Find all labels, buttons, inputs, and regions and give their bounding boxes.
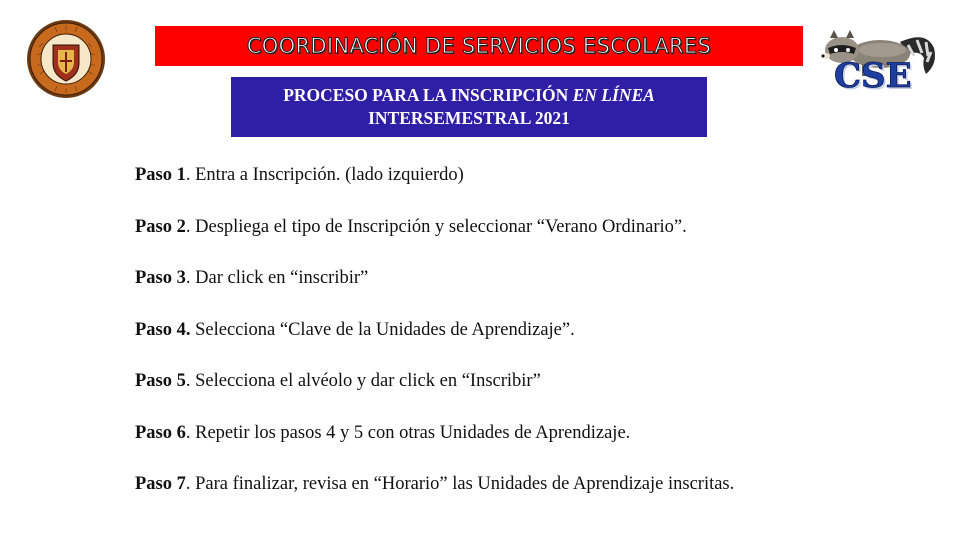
step-text: Selecciona el alvéolo y dar click en “Inscribir” (190, 371, 541, 391)
subtitle-line-2: INTERSEMESTRAL 2021 (368, 108, 570, 128)
step-item (135, 366, 935, 418)
step-sep: . (185, 474, 191, 494)
step-label: Paso 7 (135, 474, 186, 494)
step-item (135, 469, 935, 521)
step-label: Paso 3 (135, 268, 186, 288)
title-banner (155, 26, 803, 66)
step-text: Para finalizar, revisa en “Horario” las Unidades de Aprendizaje inscritas. (190, 474, 735, 494)
step-text: Dar click en “inscribir” (190, 268, 369, 288)
subtitle-box (231, 77, 707, 137)
step-item (135, 315, 935, 367)
step-label: Paso 5 (135, 371, 186, 391)
raccoon-cse-logo (818, 20, 940, 104)
step-text: Selecciona “Clave de la Unidades de Aprendizaje”. (190, 319, 575, 340)
step-text: Despliega el tipo de Inscripción y seleccionar “Verano Ordinario”. (190, 216, 687, 237)
university-seal-logo (25, 19, 107, 99)
subtitle-italic: EN LÍNEA (572, 85, 655, 105)
page-title: COORDINACIÓN DE SERVICIOS ESCOLARES (246, 34, 712, 58)
step-label: Paso 4. (135, 319, 191, 340)
step-item (135, 160, 935, 212)
step-label: Paso 1 (135, 165, 186, 185)
step-text: Entra a Inscripción. (lado izquierdo) (190, 165, 464, 185)
step-text: Repetir los pasos 4 y 5 con otras Unidades de Aprendizaje. (190, 422, 631, 443)
cse-logo-text: CSE (834, 56, 912, 96)
step-sep: . (185, 371, 191, 391)
step-sep: . (185, 216, 191, 237)
seal-icon (25, 19, 107, 99)
step-sep: . (185, 165, 191, 185)
subtitle-line-1 (231, 84, 707, 107)
step-sep: . (185, 268, 191, 288)
step-sep: . (185, 422, 191, 443)
steps-list (135, 160, 935, 521)
step-item (135, 212, 935, 264)
step-item (135, 418, 935, 470)
step-item (135, 263, 935, 315)
step-label: Paso 6 (135, 422, 186, 443)
subtitle-prefix: PROCESO PARA LA INSCRIPCIÓN (283, 85, 573, 105)
step-label: Paso 2 (135, 216, 186, 237)
